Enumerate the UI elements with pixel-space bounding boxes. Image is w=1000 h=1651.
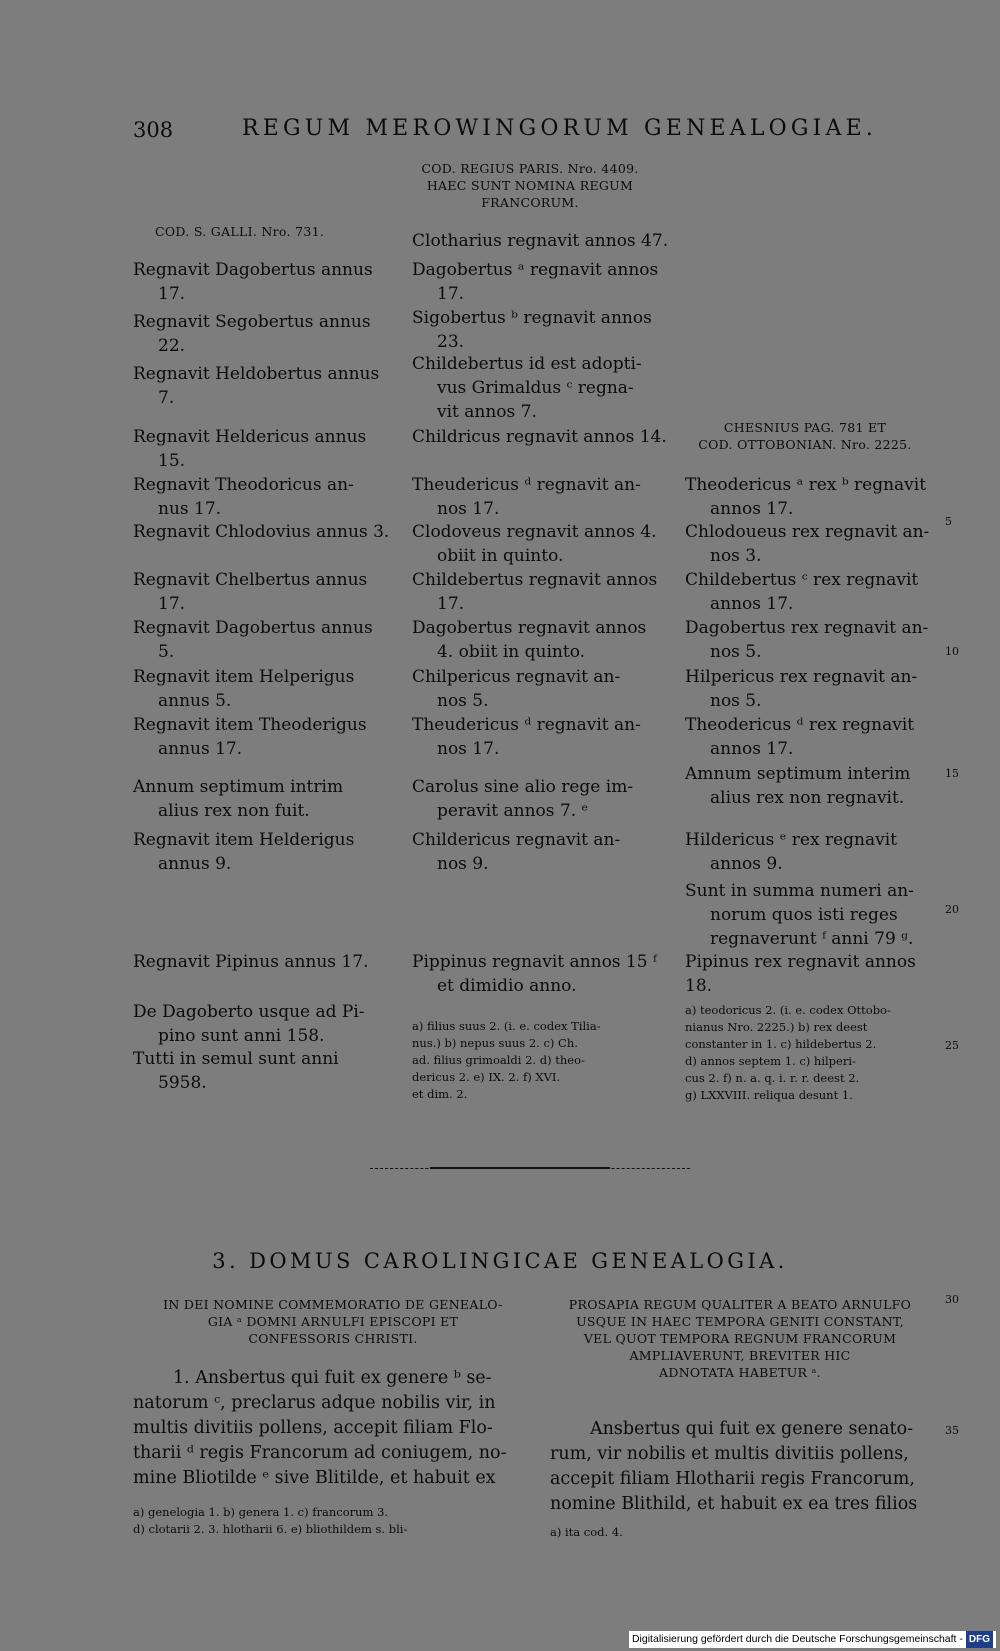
col1-entry-line: alius rex non fuit. [158,801,310,821]
col1-entry [133,310,371,358]
col3-entry-line: Chlodoueus rex regnavit an- [685,522,930,542]
col3-entry-line: annos 9. [710,854,783,874]
col1-entry-line: Regnavit Heldericus annus [133,427,367,447]
page-title: REGUM MEROWINGORUM GENEALOGIAE. [242,116,878,141]
col2-entry [412,520,657,568]
col2-entry [412,828,620,876]
col3-entry-line: alius rex non regnavit. [710,788,905,808]
left-footnote-line: a) genelogia 1. b) genera 1. c) francorum 3. [133,1505,389,1519]
left-caption-line: IN DEI NOMINE COMMEMORATIO DE GENEALO- [163,1297,503,1312]
col1-entry-line: Regnavit Chlodovius annus 3. [133,522,390,542]
col3-entry [685,879,914,951]
col2-entry [412,306,652,354]
col3-entry-line: Sunt in summa numeri an- [685,881,914,901]
col3-entry-line: annos 17. [710,739,794,759]
col3-entry [685,520,929,568]
col2-entry-line: Dagobertus regnavit annos [412,618,647,638]
col2-entry-line: nos 9. [437,854,489,874]
col1-entry-line: 5958. [158,1073,207,1093]
col3-entry-line: Hilpericus rex regnavit an- [685,667,918,687]
col2-entry-line: Childericus regnavit an- [412,830,621,850]
col3-entry-line: Amnum septimum interim [685,764,911,784]
col2-entry-line: Clodoveus regnavit annos 4. [412,522,657,542]
left-body-line: tharii ᵈ regis Francorum ad coniugem, no- [133,1443,507,1463]
col1-entry-line: 17. [158,284,186,304]
col2-entry-line: Theudericus ᵈ regnavit an- [412,475,641,495]
col3-entry-line: norum quos isti reges [710,905,898,925]
col1-entry [133,473,354,521]
col2-entry-line: Childebertus regnavit annos [412,570,658,590]
col1-entry [133,665,354,713]
col2-entry [412,775,633,823]
left-body [133,1366,533,1491]
col3-entry-line: regnaverunt ᶠ anni 79 ᵍ. [710,929,914,949]
col3-entry [685,762,910,810]
page-number: 308 [133,118,174,142]
col3-entry [685,665,917,713]
col3-entry-line: nos 3. [710,546,762,566]
footnote-line: a) teodoricus 2. (i. e. codex Ottobo- [685,1003,891,1017]
col1-entry [133,713,367,761]
col1-entry [133,258,373,306]
dfg-logo-icon: DFG [966,1631,993,1648]
col1-entry-line: Regnavit item Helperigus [133,667,355,687]
col2-entry-line: nos 5. [437,691,489,711]
right-body-line: rum, vir nobilis et multis divitiis pollens, [550,1444,909,1464]
col2-entry-line: Carolus sine alio rege im- [412,777,634,797]
col1-entry [133,1000,365,1048]
col1-entry-line: Regnavit Theodoricus an- [133,475,354,495]
col1-entry [133,775,343,823]
col3-entry-line: nos 5. [710,691,762,711]
col1-entry [133,616,373,664]
col2-entry-line: 17. [437,594,465,614]
right-body [550,1417,940,1517]
footnote-line: nus.) b) nepus suus 2. c) Ch. [412,1036,578,1050]
right-caption [545,1296,935,1381]
col3-entry-line: Dagobertus rex regnavit an- [685,618,929,638]
col3-caption-line: CHESNIUS PAG. 781 ET [723,420,887,435]
col2-entry-line: et dimidio anno. [437,976,577,996]
footnote-line: constanter in 1. c) hildebertus 2. [685,1037,877,1051]
col1-entry-line: Regnavit item Helderigus [133,830,355,850]
right-caption-line: USQUE IN HAEC TEMPORA GENITI CONSTANT, [576,1314,904,1329]
col3-entry [685,713,914,761]
footnote-line: dericus 2. e) IX. 2. f) XVI. [412,1070,561,1084]
col2-caption-line: COD. REGIUS PARIS. Nro. 4409. [421,161,639,176]
col1-entry [133,828,354,876]
digitization-credit [629,1631,996,1648]
line-number: 15 [945,767,959,780]
line-number: 30 [945,1293,959,1306]
col1-entry-line: 7. [158,388,175,408]
col1-entry-line: Regnavit Segobertus annus [133,312,371,332]
col2-entry-line: vit annos 7. [437,402,537,422]
footnote-line: et dim. 2. [412,1087,468,1101]
line-number: 5 [945,515,952,528]
col2-entry [412,229,668,253]
col1-entry [133,425,366,473]
footnote-line: cus 2. f) n. a. q. i. r. r. deest 2. [685,1071,860,1085]
col3-entry [685,950,945,998]
col2-entry-line: Clotharius regnavit annos 47. [412,231,669,251]
col1-entry [133,362,379,410]
col2-entry [412,616,646,664]
col2-entry-line: obiit in quinto. [437,546,564,566]
col1-entry [133,520,389,544]
left-body-line: mine Bliotilde ᵉ sive Blitilde, et habuit ex [133,1468,496,1488]
col3-entry-line: Theodericus ᵈ rex regnavit [685,715,915,735]
left-body-line: natorum ᶜ, preclarus adque nobilis vir, in [133,1393,496,1413]
separator-rule-bold [430,1167,610,1169]
col1-entry-line: 17. [158,594,186,614]
col3-entry [685,473,926,521]
col1-entry [133,568,367,616]
col1-entry-line: annus 9. [158,854,232,874]
col2-entry-line: Sigobertus ᵇ regnavit annos [412,308,652,328]
col3-entry-line: Theodericus ᵃ rex ᵇ regnavit [685,475,927,495]
col2-entry [412,352,642,424]
col3-entry-line: annos 17. [710,594,794,614]
col2-entry-line: Childricus regnavit annos 14. [412,427,667,447]
section-title: 3. DOMUS CAROLINGICAE GENEALOGIA. [212,1249,788,1273]
line-number: 25 [945,1039,959,1052]
col2-entry-line: Theudericus ᵈ regnavit an- [412,715,641,735]
col2-entry [412,950,657,998]
col2-entry-line: nos 17. [437,499,500,519]
col1-entry-line: Regnavit item Theoderigus [133,715,367,735]
left-caption-line: CONFESSORIS CHRISTI. [248,1331,418,1346]
right-body-line: nomine Blithild, et habuit ex ea tres filios [550,1494,918,1514]
col1-entry-line: 5. [158,642,175,662]
credit-text: Digitalisierung gefördert durch die Deutsche Forschungsgemeinschaft - [631,1633,963,1645]
col1-entry-line: nus 17. [158,499,222,519]
col3-caption-line: COD. OTTOBONIAN. Nro. 2225. [698,437,912,452]
col1-entry-line: Annum septimum intrim [133,777,344,797]
col1-entry-line: annus 17. [158,739,243,759]
footnote-line: g) LXXVIII. reliqua desunt 1. [685,1088,853,1102]
col1-entry-line: Regnavit Dagobertus annus [133,618,373,638]
right-caption-line: PROSAPIA REGUM QUALITER A BEATO ARNULFO [568,1297,912,1312]
col2-entry-line: Pippinus regnavit annos 15 ᶠ [412,952,657,972]
col2-caption-line: FRANCORUM. [481,195,579,210]
line-number: 10 [945,645,959,658]
col2-entry-line: 4. obiit in quinto. [437,642,586,662]
col2-entry [412,568,657,616]
right-caption-line: ADNOTATA HABETUR ᵃ. [659,1365,821,1380]
line-number: 35 [945,1424,959,1437]
col3-footnotes [685,1002,945,1104]
col2-entry [412,258,658,306]
col1-entry-line: 22. [158,336,186,356]
footnote-line: d) annos septem 1. c) hilperi- [685,1054,856,1068]
col1-caption: COD. S. GALLI. Nro. 731. [155,224,325,239]
col1-entry-line: Regnavit Dagobertus annus [133,260,373,280]
line-number: 20 [945,903,959,916]
col3-entry-line: annos 17. [710,499,794,519]
col2-entry [412,665,620,713]
col3-entry-line: Hildericus ᵉ rex regnavit [685,830,897,850]
col2-entry-line: vus Grimaldus ᶜ regna- [437,378,634,398]
left-caption [133,1296,533,1347]
col3-caption [680,419,930,453]
col1-entry [133,1047,339,1095]
footnote-line: nianus Nro. 2225.) b) rex deest [685,1020,868,1034]
col2-entry-line: peravit annos 7. ᵉ [437,801,589,821]
left-footnote-line: d) clotarii 2. 3. hlotharii 6. e) bliothildem s. bli- [133,1522,408,1536]
col3-entry [685,616,928,664]
right-caption-line: AMPLIAVERUNT, BREVITER HIC [629,1348,851,1363]
col2-caption [395,160,665,211]
col2-entry-line: 17. [437,284,465,304]
col2-entry [412,425,667,449]
right-footnotes [550,1524,940,1541]
col1-entry-line: pino sunt anni 158. [158,1026,325,1046]
left-footnotes [133,1504,533,1538]
col1-entry-line: Regnavit Heldobertus annus [133,364,380,384]
col1-entry-line: Regnavit Chelbertus annus [133,570,368,590]
right-footnote-line: a) ita cod. 4. [550,1525,623,1539]
left-body-line: multis divitiis pollens, accepit filiam Flo- [133,1418,493,1438]
col1-entry-line: 15. [158,451,186,471]
col2-entry-line: nos 17. [437,739,500,759]
col1-entry-line: Tutti in semul sunt anni [133,1049,339,1069]
col2-footnotes [412,1018,667,1103]
col2-entry-line: Chilpericus regnavit an- [412,667,621,687]
footnote-line: ad. filius grimoaldi 2. d) theo- [412,1053,585,1067]
col3-entry [685,568,918,616]
left-body-line: 1. Ansbertus qui fuit ex genere ᵇ se- [173,1368,492,1388]
col2-caption-line: HAEC SUNT NOMINA REGUM [426,178,634,193]
footnote-line: a) filius suus 2. (i. e. codex Tilia- [412,1019,601,1033]
right-body-line: accepit filiam Hlotharii regis Francorum, [550,1469,915,1489]
col2-entry-line: Dagobertus ᵃ regnavit annos [412,260,659,280]
col3-entry-line: Childebertus ᶜ rex regnavit [685,570,919,590]
col2-entry [412,473,641,521]
right-caption-line: VEL QUOT TEMPORA REGNUM FRANCORUM [583,1331,897,1346]
col3-entry-line: nos 5. [710,642,762,662]
col1-entry-line: Regnavit Pipinus annus 17. [133,952,369,972]
col2-entry-line: 23. [437,332,465,352]
right-body-line: Ansbertus qui fuit ex genere senato- [590,1419,914,1439]
col1-entry [133,950,368,974]
col1-entry-line: annus 5. [158,691,232,711]
col1-entry-line: De Dagoberto usque ad Pi- [133,1002,365,1022]
col2-entry-line: Childebertus id est adopti- [412,354,642,374]
left-caption-line: GIA ᵃ DOMNI ARNULFI EPISCOPI ET [207,1314,459,1329]
col3-entry [685,828,897,876]
col3-entry-line: Pipinus rex regnavit annos 18. [685,952,916,996]
col2-entry [412,713,641,761]
